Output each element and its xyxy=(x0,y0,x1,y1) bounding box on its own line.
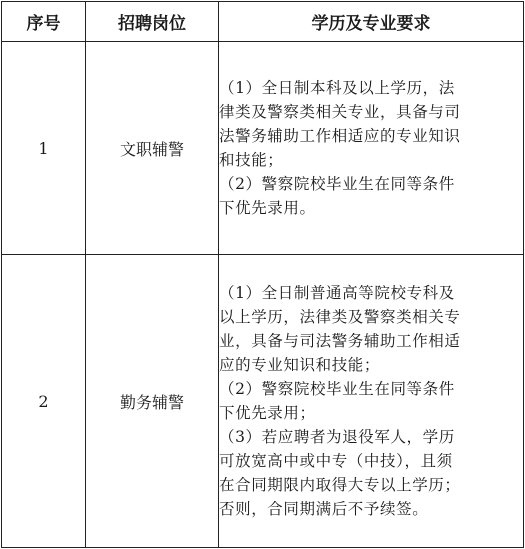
row-requirement xyxy=(219,255,524,548)
requirement-line: （1）全日制普通高等院校专科及 xyxy=(219,284,455,302)
requirement-line: 在合同期限内取得大专以上学历； xyxy=(219,476,461,494)
requirement-line: 法警务辅助工作相适应的专业知识 xyxy=(219,127,461,145)
requirements-table xyxy=(1,1,524,548)
row-position: 文职辅警 xyxy=(86,42,219,255)
requirement-line: 下优先录用。 xyxy=(219,199,316,217)
header-position: 招聘岗位 xyxy=(86,2,219,42)
header-requirement: 学历及专业要求 xyxy=(219,2,524,42)
row-position: 勤务辅警 xyxy=(86,255,219,548)
requirement-line: （2）警察院校毕业生在同等条件 xyxy=(219,175,455,193)
table-header-row xyxy=(2,2,524,42)
requirement-line: 否则，合同期满后不予续签。 xyxy=(219,500,429,518)
requirement-line: （3）若应聘者为退役军人，学历 xyxy=(219,428,455,446)
requirement-line: （1）全日制本科及以上学历，法 xyxy=(219,79,455,97)
requirement-line: 律类及警察类相关专业，具备与司 xyxy=(219,103,461,121)
requirement-line: 业，具备与司法警务辅助工作相适 xyxy=(219,332,461,350)
row-index: 2 xyxy=(2,255,86,548)
requirement-line: 和技能； xyxy=(219,151,284,169)
requirement-line: 下优先录用； xyxy=(219,404,316,422)
requirement-line: 可放宽高中或中专（中技），且须 xyxy=(219,452,453,470)
table-row xyxy=(2,255,524,548)
header-index: 序号 xyxy=(2,2,86,42)
row-index: 1 xyxy=(2,42,86,255)
row-requirement xyxy=(219,42,524,255)
requirement-line: 应的专业知识和技能； xyxy=(219,356,381,374)
requirement-line: （2）警察院校毕业生在同等条件 xyxy=(219,380,455,398)
requirement-line: 以上学历，法律类及警察类相关专 xyxy=(219,308,461,326)
table-row xyxy=(2,42,524,255)
